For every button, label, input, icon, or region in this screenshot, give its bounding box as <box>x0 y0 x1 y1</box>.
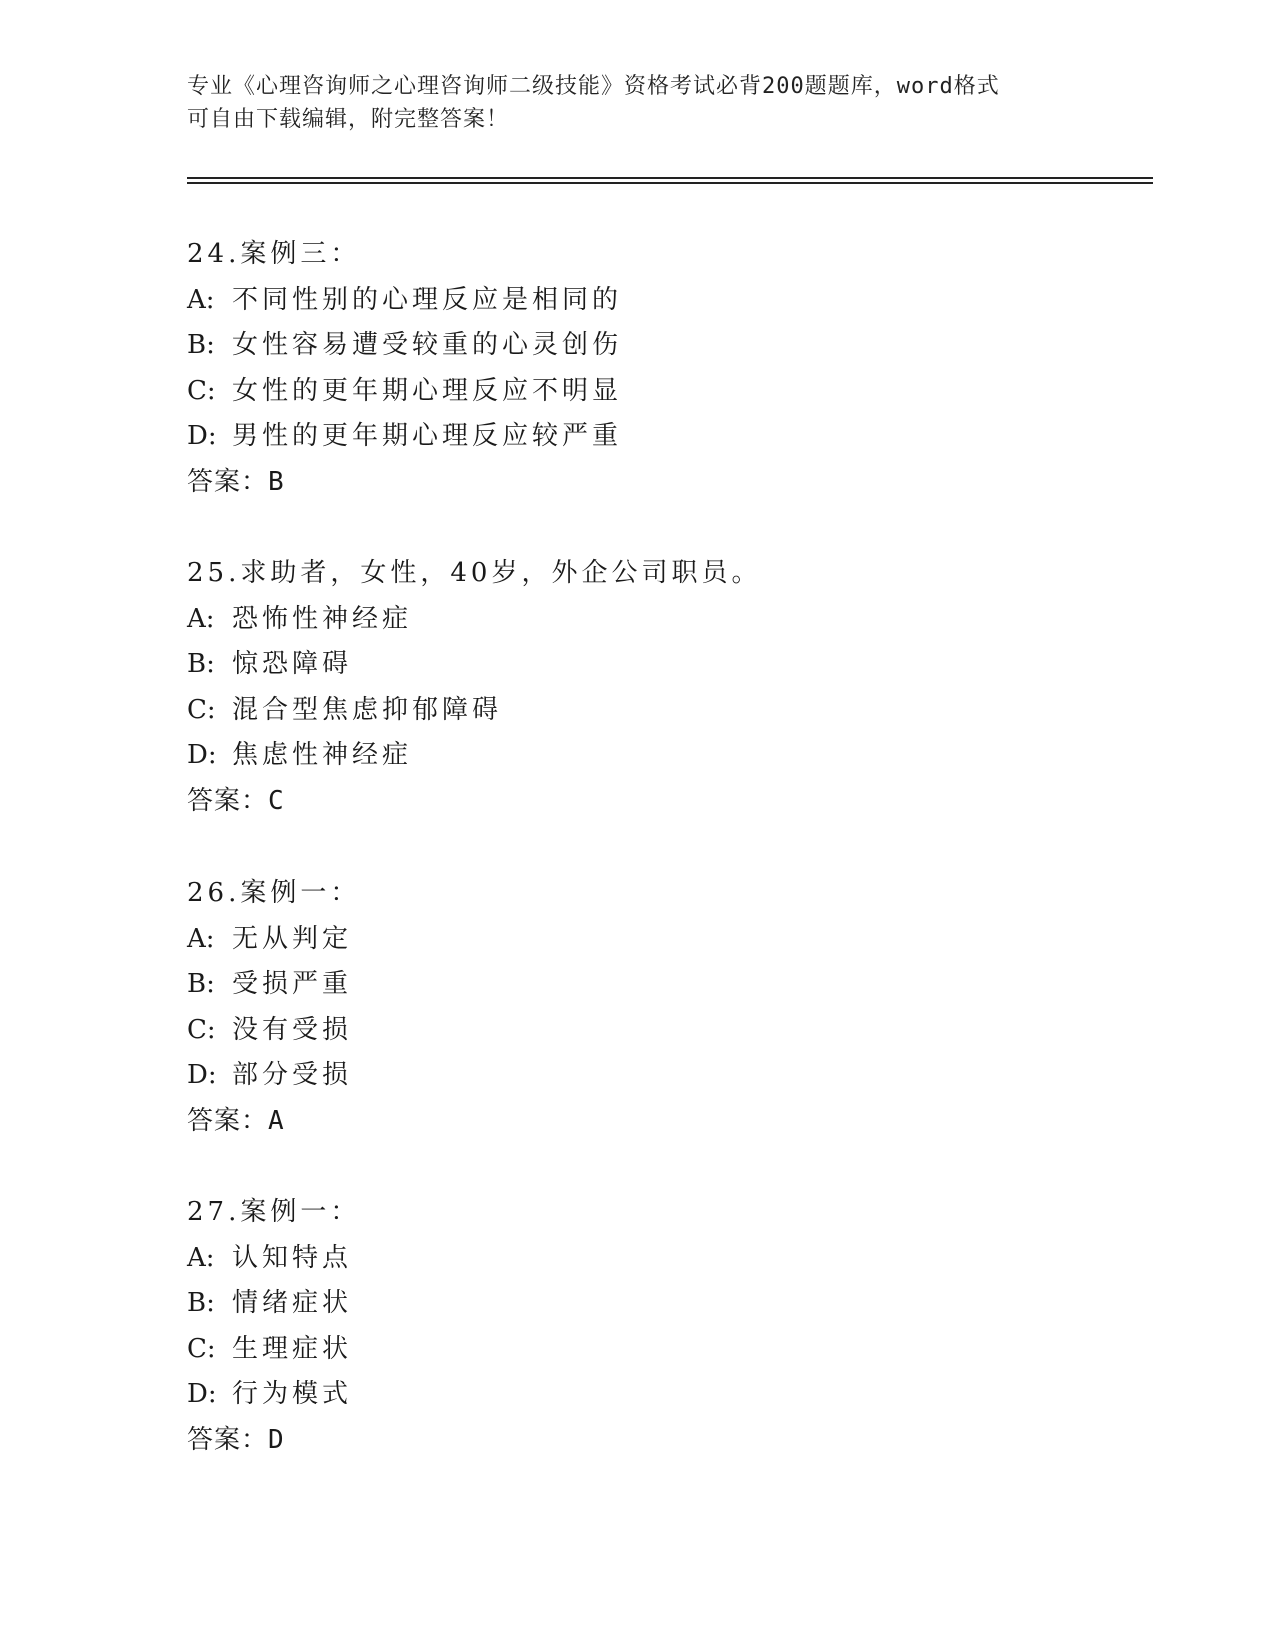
option-b <box>187 323 1087 369</box>
option-text: 焦虑性神经症 <box>232 740 413 770</box>
option-letter: A: <box>187 284 215 315</box>
question-text: 案例一： <box>240 878 361 908</box>
answer-label: 答案： <box>187 1105 269 1136</box>
option-d <box>187 733 1087 779</box>
option-c <box>187 1327 1087 1373</box>
question-stem <box>187 232 1087 278</box>
option-b <box>187 962 1087 1008</box>
option-a <box>187 597 1087 643</box>
option-text: 恐怖性神经症 <box>232 603 413 634</box>
option-letter: C: <box>187 375 216 406</box>
option-text: 男性的更年期心理反应较严重 <box>232 421 623 451</box>
option-d <box>187 1372 1087 1418</box>
question-stem <box>187 871 1087 917</box>
option-letter: D: <box>187 1379 217 1409</box>
question-number: 26. <box>187 878 241 908</box>
question-text: 案例一： <box>240 1197 361 1227</box>
option-text: 惊恐障碍 <box>232 649 353 679</box>
question-text: 案例三： <box>240 239 361 269</box>
question-block <box>187 1190 1087 1463</box>
answer-line <box>187 1099 1087 1145</box>
option-letter: C: <box>187 1333 216 1364</box>
answer-label: 答案： <box>187 785 269 816</box>
option-text: 受损严重 <box>232 969 353 999</box>
option-letter: B: <box>187 1288 215 1318</box>
option-text: 认知特点 <box>232 1242 353 1273</box>
option-text: 不同性别的心理反应是相同的 <box>232 284 623 315</box>
option-text: 生理症状 <box>232 1333 353 1364</box>
answer-value: A <box>268 1105 285 1136</box>
option-letter: C: <box>187 694 216 725</box>
option-text: 无从判定 <box>232 923 353 954</box>
option-text: 部分受损 <box>232 1060 353 1090</box>
option-c <box>187 1008 1087 1054</box>
header-divider-top <box>187 177 1153 179</box>
option-letter: B: <box>187 330 215 360</box>
answer-value: D <box>268 1424 285 1455</box>
question-text: 求助者，女性，40岁，外企公司职员。 <box>240 558 762 588</box>
answer-label: 答案： <box>187 1424 269 1455</box>
option-text: 情绪症状 <box>232 1288 353 1318</box>
option-letter: A: <box>187 603 215 634</box>
answer-line <box>187 460 1087 506</box>
option-letter: D: <box>187 740 217 770</box>
answer-value: C <box>268 785 285 816</box>
answer-value: B <box>268 466 285 497</box>
option-letter: A: <box>187 923 215 954</box>
option-a <box>187 1236 1087 1282</box>
document-header <box>187 70 1077 136</box>
question-number: 24. <box>187 239 241 269</box>
option-letter: A: <box>187 1242 215 1273</box>
option-letter: D: <box>187 421 217 451</box>
option-text: 没有受损 <box>232 1014 353 1045</box>
question-block <box>187 232 1087 505</box>
option-a <box>187 917 1087 963</box>
question-block <box>187 871 1087 1144</box>
question-stem <box>187 1190 1087 1236</box>
header-title-line-2: 可自由下载编辑，附完整答案！ <box>187 107 510 132</box>
option-c <box>187 369 1087 415</box>
option-b <box>187 642 1087 688</box>
option-d <box>187 1053 1087 1099</box>
option-text: 行为模式 <box>232 1379 353 1409</box>
option-letter: D: <box>187 1060 217 1090</box>
question-number: 25. <box>187 558 241 588</box>
question-stem <box>187 551 1087 597</box>
option-letter: B: <box>187 649 215 679</box>
option-text: 混合型焦虑抑郁障碍 <box>232 694 503 725</box>
option-c <box>187 688 1087 734</box>
header-title-line-1: 专业《心理咨询师之心理咨询师二级技能》资格考试必背200题题库，word格式 <box>187 74 1000 99</box>
answer-label: 答案： <box>187 466 269 497</box>
question-block <box>187 551 1087 824</box>
option-letter: C: <box>187 1014 216 1045</box>
option-a <box>187 278 1087 324</box>
option-b <box>187 1281 1087 1327</box>
answer-line <box>187 779 1087 825</box>
answer-line <box>187 1418 1087 1464</box>
option-letter: B: <box>187 969 215 999</box>
option-text: 女性的更年期心理反应不明显 <box>232 375 623 406</box>
question-number: 27. <box>187 1197 241 1227</box>
option-d <box>187 414 1087 460</box>
header-divider-bottom <box>187 182 1153 184</box>
option-text: 女性容易遭受较重的心灵创伤 <box>232 330 623 360</box>
